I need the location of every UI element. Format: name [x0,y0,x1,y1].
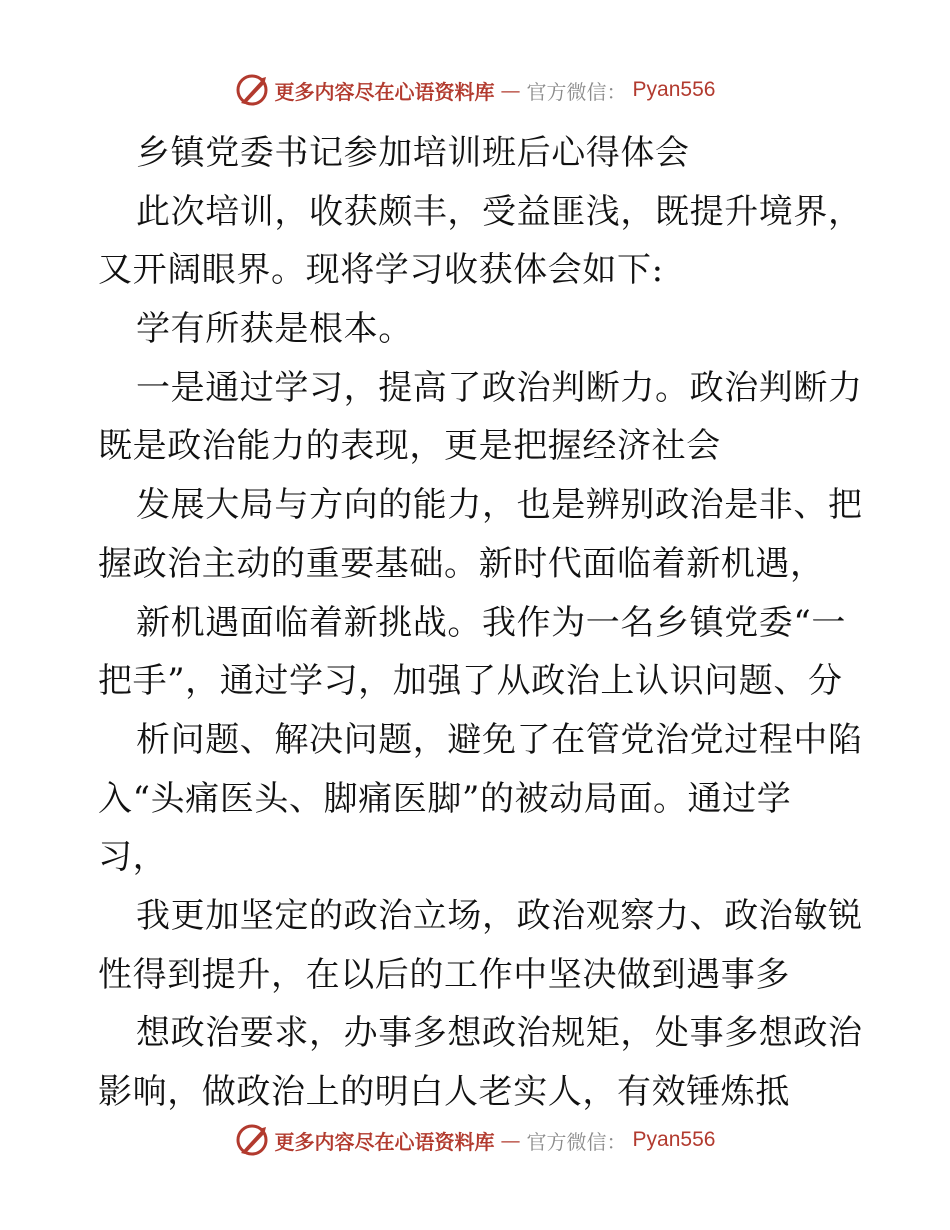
footer-banner [0,1120,950,1160]
text-line: 性得到提升，在以后的工作中坚决做到遇事多 [98,954,790,995]
text-line: 握政治主动的重要基础。新时代面临着新机遇， [98,543,825,584]
text-line: 入“头痛医头、脚痛医脚”的被动局面。通过学 [98,778,792,819]
text-line: 又开阔眼界。现将学习收获体会如下: [98,250,664,291]
text-line: 把手”，通过学习，加强了从政治上认识问题、分 [98,661,843,702]
banner-wechat-id: Pyan556 [632,1128,716,1151]
text-line: 我更加坚定的政治立场，政治观察力、政治敏锐 [136,895,863,936]
text-line: 既是政治能力的表现，更是把握经济社会 [98,426,721,467]
header-banner [0,70,950,110]
text-line: 一是通过学习，提高了政治判断力。政治判断力 [136,367,863,408]
document-body [98,124,863,1122]
text-line: 习， [98,837,168,878]
document-title: 乡镇党委书记参加培训班后心得体会 [136,133,690,173]
text-line: 新机遇面临着新挑战。我作为一名乡镇党委“一 [136,602,846,643]
banner-wechat-id: Pyan556 [632,78,716,101]
banner-dash: — [500,1128,521,1152]
quill-logo-icon [235,1123,269,1157]
banner-dash: — [500,78,521,102]
text-line: 此次培训，收获颇丰，受益匪浅，既提升境界， [136,191,863,232]
quill-logo-icon [235,73,269,107]
banner-wechat-label: 官方微信： [526,1129,627,1154]
section-heading: 学有所获是根本。 [136,309,413,350]
banner-site-name: 更多内容尽在心语资料库 [274,1129,495,1154]
text-line: 析问题、解决问题，避免了在管党治党过程中陷 [136,719,863,760]
banner-wechat-label: 官方微信： [526,79,627,104]
text-line: 想政治要求，办事多想政治规矩，处事多想政治 [136,1013,863,1054]
banner-site-name: 更多内容尽在心语资料库 [274,79,495,104]
text-line: 影响，做政治上的明白人老实人，有效锤炼抵 [98,1072,790,1112]
text-line: 发展大局与方向的能力，也是辨别政治是非、把 [136,485,863,526]
